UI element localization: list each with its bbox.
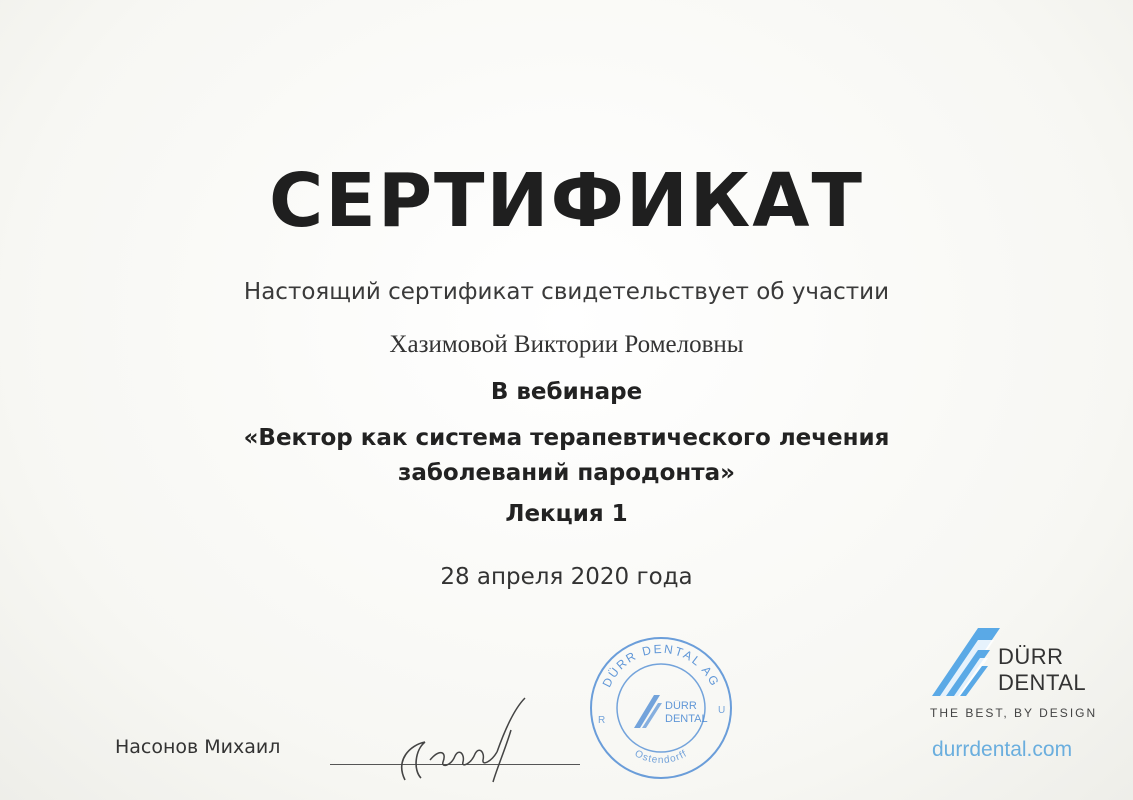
certificate-date: 28 апреля 2020 года <box>440 564 693 590</box>
company-website[interactable]: durrdental.com <box>932 738 1073 761</box>
handwritten-signature <box>385 690 545 790</box>
lecture-number: Лекция 1 <box>505 501 628 527</box>
stamp-ring-text: DÜRR DENTAL AG <box>599 641 723 690</box>
stamp-left-letter: R <box>598 715 606 726</box>
svg-text:Ostendorff <box>633 748 690 766</box>
signer-name: Насонов Михаил <box>115 736 281 758</box>
certificate-subtitle: Настоящий сертификат свидетельствует об участии <box>243 279 890 305</box>
logo-tagline: THE BEST, BY DESIGN <box>930 706 1098 720</box>
topic-line-1: «Вектор как система терапевтического лечения <box>243 425 890 451</box>
recipient-name: Хазимовой Виктории Ромеловны <box>389 331 744 358</box>
svg-text:DÜRR DENTAL AG <box>600 642 723 690</box>
certificate-title: СЕРТИФИКАТ <box>268 158 865 244</box>
logo-word-1: DÜRR <box>998 644 1064 669</box>
stamp-right-letter: U <box>718 705 726 716</box>
logo-mark-icon <box>928 626 1000 698</box>
stamp-center-2: DENTAL <box>665 713 708 725</box>
company-stamp <box>586 633 736 783</box>
stamp-bottom-text: Ostendorff <box>632 748 690 767</box>
durr-dental-logo <box>928 626 1108 702</box>
stamp-center-1: DÜRR <box>665 700 697 712</box>
topic-line-2: заболеваний пародонта» <box>397 460 736 486</box>
logo-word-2: DENTAL <box>998 670 1087 695</box>
event-type: В вебинаре <box>490 379 643 405</box>
